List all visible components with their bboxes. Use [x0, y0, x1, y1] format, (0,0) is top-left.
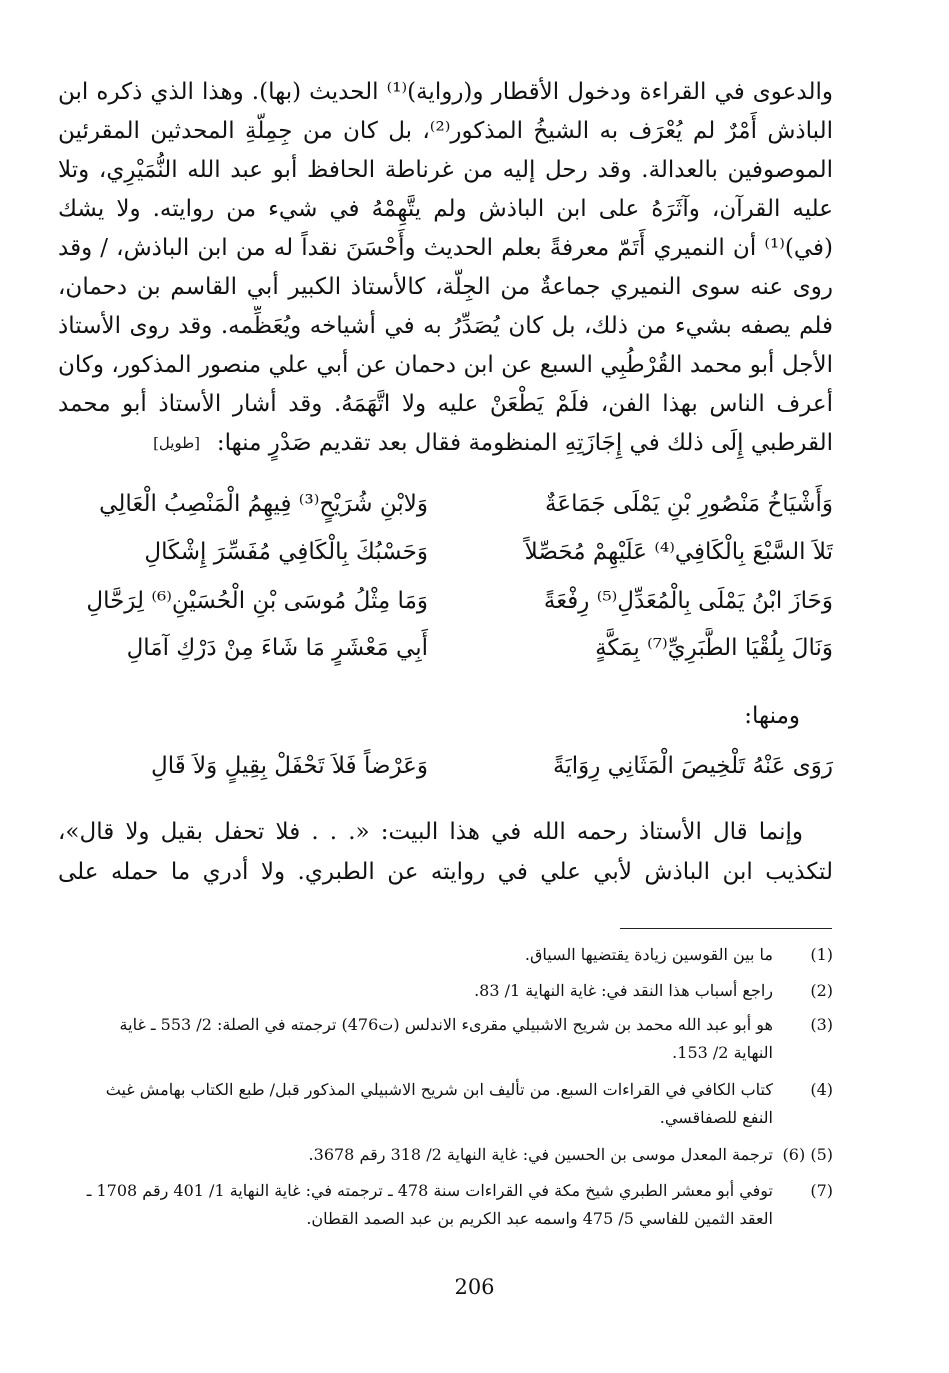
body-line: وإنما قال الأستاذ رحمه الله في هذا البيت: «. . . فلا تحفل بقيل ولا قال»،	[58, 819, 803, 845]
verse-hemistich-second: وَحَسْبُكَ بِالْكَافِي مُفَسِّرَ إِشْكَالِ	[144, 539, 428, 565]
body-line: الباذش أَمْرٌ لم يُعْرَف به الشيخُ المذكور⁽²⁾، بل كان من جِمِلّةِ المحدثين المقرئين	[58, 118, 833, 144]
footnote-number: (4)	[810, 1080, 833, 1099]
body-line: فلم يصفه بشيء من ذلك، بل كان يُصَدِّرُ به في أشياخه ويُعَظِّمه. وقد روى الأستاذ	[58, 313, 833, 339]
body-line: لتكذيب ابن الباذش لأبي علي في روايته عن الطبري. ولا أدري ما حمله على	[58, 859, 833, 885]
verse-hemistich-second: وَلابْنِ شُرَيْحٍ⁽³⁾ فِيهِمُ الْمَنْصِبُ الْعَالِي	[99, 491, 428, 517]
section-label: ومنها:	[744, 703, 800, 729]
verse-hemistich-first: وَأَشْيَاخُ مَنْصُورِ بْنِ يَمْلَى جَمَاعَةٌ	[545, 491, 833, 517]
footnote-number: (5) (6)	[782, 1145, 833, 1164]
body-line: الموصوفين بالعدالة. وقد رحل إليه من غرناطة الحافظ أبو عبد الله النُّمَيْرِي، وتلا	[58, 157, 833, 183]
footnote-number: (1)	[810, 945, 833, 964]
verse-hemistich-first: رَوَى عَنْهُ تَلْخِيصَ الْمَثَانِي رِوَايَةً	[553, 753, 833, 779]
body-line: الأجل أبو محمد القُرْطُبِي السبع عن ابن دحمان عن أبي علي منصور المذكور، وكان	[58, 352, 833, 378]
footnote-text: كتاب الكافي في القراءات السبع. من تأليف ابن شريح الاشبيلي المذكور قبل/ طبع الكتاب بهامش غيث	[105, 1080, 773, 1099]
verse-hemistich-first: تَلاَ السَّبْعَ بِالْكَافِي⁽⁴⁾ عَلَيْهِمْ مُحَصِّلاً	[524, 539, 833, 565]
verse-hemistich-second: وَمَا مِثْلُ مُوسَى بْنِ الْحُسَيْنِ⁽⁶⁾ لِرَحَّالِ	[86, 588, 428, 614]
footnote-text: العقد الثمين للفاسي 5/ 475 واسمه عبد الكريم بن عبد الصمد القطان.	[306, 1209, 773, 1228]
footnote-text: هو أبو عبد الله محمد بن شريح الاشبيلي مقرىء الاندلس (ت476) ترجمته في الصلة: 2/ 553 ـ غاية	[119, 1015, 773, 1034]
verse-hemistich-first: وَنَالَ بِلُقْيَا الطَّبَرِيِّ⁽⁷⁾ بِمَكَّةٍ	[595, 635, 833, 661]
footnote-number: (3)	[810, 1015, 833, 1034]
body-line: روى عنه سوى النميري جماعةٌ من الجِلّة، كالأستاذ الكبير أبي القاسم بن دحمان،	[58, 274, 833, 300]
body-line: والدعوى في القراءة ودخول الأقطار و(رواية)⁽¹⁾ الحديث (بها). وهذا الذي ذكره ابن	[58, 79, 833, 105]
body-line: أعرف الناس بهذا الفن، فلَمْ يَطْعَنْ عليه ولا اتَّهَمَهُ. وقد أشار الأستاذ أبو محمد	[58, 391, 833, 417]
meter-label: [طويل]	[153, 434, 200, 452]
verse-hemistich-second: أَبِي مَعْشَرٍ مَا شَاءَ مِنْ دَرْكِ آمَالِ	[126, 635, 428, 661]
footnote-text: توفي أبو معشر الطبري شيخ مكة في القراءات سنة 478 ـ ترجمته في: غاية النهاية 1/ 401 رقم 1708 ـ	[86, 1181, 773, 1200]
page-number: 206	[454, 1275, 495, 1299]
footnote-text: راجع أسباب هذا النقد في: غاية النهاية 1/ 83.	[474, 981, 773, 1000]
verse-hemistich-second: وَعَرْضاً فَلاَ تَحْفَلْ بِقِيلٍ وَلاَ قَالِ	[151, 753, 428, 779]
footnote-number: (2)	[810, 981, 833, 1000]
footnote-number: (7)	[810, 1181, 833, 1200]
body-line: القرطبي إِلَى ذلك في إِجَازَتِهِ المنظومة فقال بعد تقديم صَدْرٍ منها:	[216, 430, 833, 456]
body-line: عليه القرآن، وآثَرَهُ على ابن الباذش ولم يتَّهِمْهُ في شيء من روايته. ولا يشك	[58, 196, 833, 222]
body-line: (في)⁽¹⁾ أن النميري أَتَمّ معرفةً بعلم الحديث وأَحْسَنَ نقداً له من ابن الباذش، / وقد	[58, 235, 833, 261]
footnote-text: النفع للصفاقسي.	[659, 1108, 773, 1127]
footnote-separator	[620, 928, 832, 929]
footnote-text: ما بين القوسين زيادة يقتضيها السياق.	[524, 945, 773, 964]
verse-hemistich-first: وَحَازَ ابْنُ يَمْلَى بِالْمُعَدِّلِ⁽⁵⁾ رِفْعَةً	[543, 588, 833, 614]
footnote-text: النهاية 2/ 153.	[672, 1043, 773, 1062]
footnote-text: ترجمة المعدل موسى بن الحسين في: غاية النهاية 2/ 318 رقم 3678.	[308, 1145, 773, 1164]
